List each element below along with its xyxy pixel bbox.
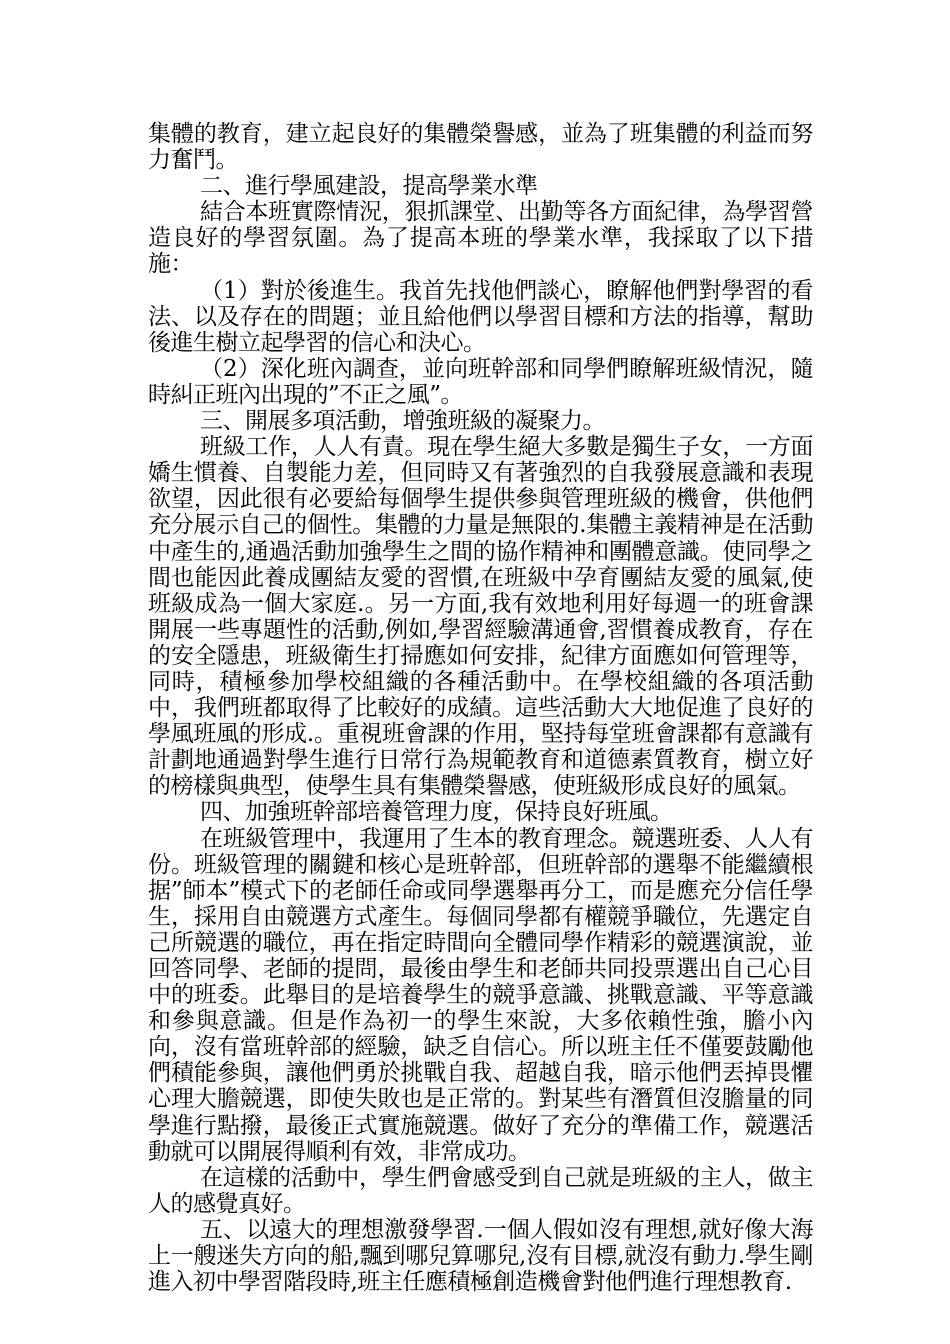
paragraph-measure-2: （2）深化班內調查，並向班幹部和同學們瞭解班級情況，隨時糾正班內出現的”不正之風”。 [148, 355, 813, 408]
section-heading-3: 三、開展多項活動，增強班級的凝聚力。 [200, 408, 605, 435]
paragraph: 結合本班實際情況，狠抓課堂、出勤等各方面紀律，為學習營造良好的學習氛圍。為了提高本班的學業水準，我採取了以下措施： [148, 199, 813, 278]
section-heading-2: 二、進行學風建設，提高學業水準 [200, 173, 538, 200]
paragraph: 班級工作，人人有責。現在學生絕大多數是獨生子女，一方面嬌生慣養、自製能力差，但同時又有著強烈的自我發展意識和表現欲望，因此很有必要給每個學生提供參與管理班級的機會，供他們充分展示自己的個性。集體的力量是無限的.集體主義精神是在活動中產生的,通過活動加強學生之間的協作精神和團體意識。使同學之間也能因此養成團結友愛的習慣,在班級中孕育團結友愛的風氣,使班級成為一個大家庭.。另一方面,我有效地利用好每週一的班會課開展一些專題性的活動,例如,學習經驗溝通會,習慣養成教育，存在的安全隱患，班級衛生打掃應如何安排，紀律方面應如何管理等，同時，積極參加學校組織的各種活動中。在學校組織的各項活動中，我們班都取得了比較好的成績。這些活動大大地促進了良好的學風班風的形成.。重視班會課的作用，堅持每堂班會課都有意識有計劃地通過對學生進行日常行為規範教育和道德素質教育，樹立好的榜樣與典型，使學生具有集體榮譽感，使班級形成良好的風氣。 [148, 434, 813, 800]
section-heading-4: 四、加強班幹部培養管理力度，保持良好班風。 [200, 799, 673, 826]
paragraph: 在班級管理中，我運用了生本的教育理念。競選班委、人人有份。班級管理的關鍵和核心是班幹部，但班幹部的選舉不能繼續根据”師本”模式下的老師任命或同學選舉再分工，而是應充分信任學生，採用自由競選方式產生。每個同學都有權競爭職位，先選定自己所競選的職位，再在指定時間向全體同學作精彩的競選演說，並回答同學、老師的提問，最後由學生和老師共同投票選出自己心目中的班委。此舉目的是培養學生的競爭意識、挑戰意識、平等意識和參與意識。但是作為初一的學生來說，大多依賴性強，膽小內向，沒有當班幹部的經驗，缺乏自信心。所以班主任不僅要鼓勵他們積能參與，讓他們勇於挑戰自我、超越自我，暗示他們丟掉畏懼心理大膽競選，即使失敗也是正常的。對某些有潛質但沒膽量的同學進行點撥，最後正式實施競選。做好了充分的準備工作，競選活動就可以開展得順利有效，非常成功。 [148, 825, 813, 1165]
document-page [148, 121, 813, 1295]
paragraph-measure-1: （1）對於後進生。我首先找他們談心，瞭解他們對學習的看法、以及存在的問題；並且給他們以學習目標和方法的指導，幫助後進生樹立起學習的信心和決心。 [148, 277, 813, 356]
section-heading-5: 五、以遠大的理想激發學習.一個人假如沒有理想,就好像大海上一艘迷失方向的船,飄到哪兒算哪兒,沒有目標,就沒有動力.學生剛進入初中學習階段時,班主任應積極創造機會對他們進行理想教育. [148, 1216, 813, 1296]
paragraph: 在這樣的活動中，學生們會感受到自己就是班級的主人，做主人的感覺真好。 [148, 1164, 813, 1217]
paragraph-continuation: 集體的教育，建立起良好的集體榮譽感，並為了班集體的利益而努力奮鬥。 [148, 121, 813, 174]
